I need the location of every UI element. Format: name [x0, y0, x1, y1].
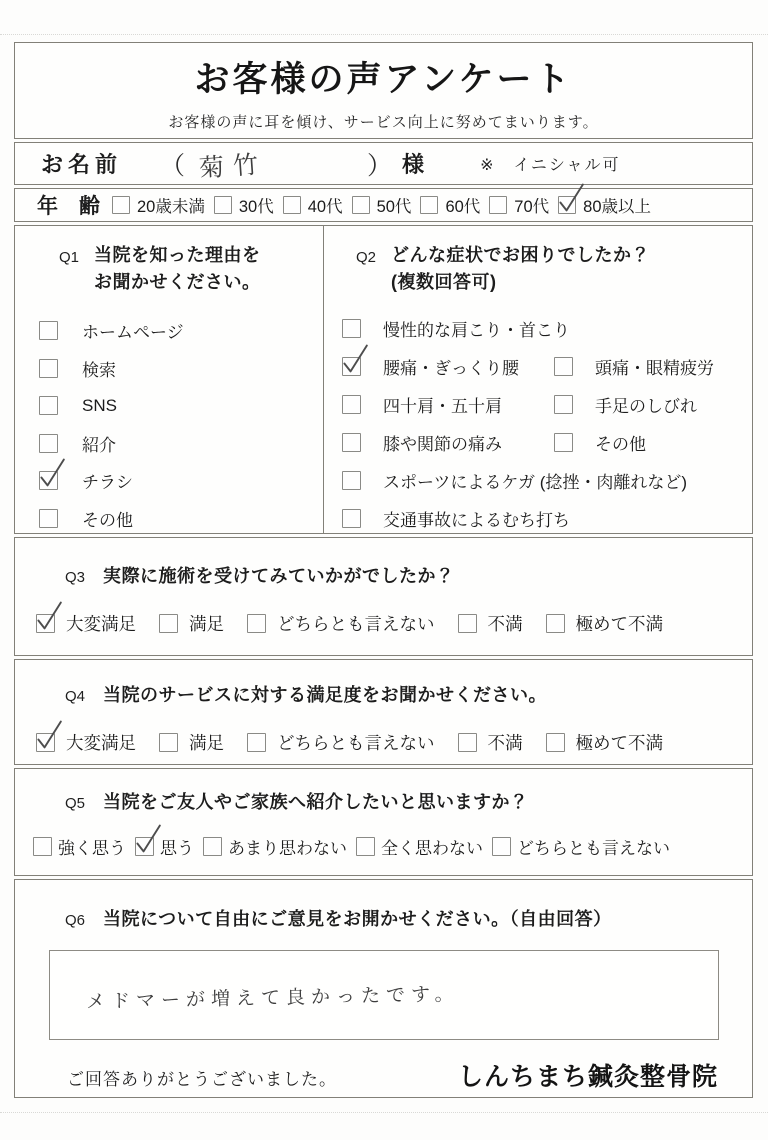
q2-numbness-option[interactable]	[554, 392, 697, 417]
q1-referral-option[interactable]	[15, 425, 323, 463]
q2-sports-injury-option[interactable]	[342, 468, 687, 493]
option-label: 70代	[514, 198, 550, 216]
q1-homepage-checkbox[interactable]	[39, 321, 58, 340]
q2-question-line2: (複数回答可)	[391, 272, 497, 292]
option-label: スポーツによるケガ (捻挫・肉離れなど)	[383, 472, 688, 492]
q2-knee-joint-option[interactable]	[342, 430, 502, 455]
q1-homepage-option[interactable]	[15, 312, 323, 350]
q1-sns-checkbox[interactable]	[39, 396, 58, 415]
option-label: その他	[595, 434, 646, 454]
q5-neither-option[interactable]	[492, 834, 670, 859]
q1-search-option[interactable]	[15, 350, 323, 388]
q2-frozen-shoulder-checkbox[interactable]	[342, 395, 361, 414]
option-label: 満足	[189, 733, 224, 753]
option-label: どちらとも言えない	[277, 733, 435, 753]
age-40s-option[interactable]	[283, 193, 343, 217]
q4-neither-option[interactable]	[247, 730, 435, 755]
question-q1	[15, 226, 324, 533]
name-field[interactable]: 菊竹	[198, 149, 268, 183]
initial-ok-note: ※ イニシャル可	[480, 157, 621, 174]
q4-very-dissatisfied-checkbox[interactable]	[546, 733, 565, 752]
age-40s-checkbox[interactable]	[283, 196, 301, 214]
q3-very-satisfied-option[interactable]	[36, 611, 136, 636]
option-label: 交通事故によるむち打ち	[383, 510, 570, 530]
q5-not-really-checkbox[interactable]	[203, 837, 222, 856]
q2-knee-joint-checkbox[interactable]	[342, 433, 361, 452]
q4-very-satisfied-checkbox[interactable]	[36, 733, 55, 752]
q4-question: 当院のサービスに対する満足度をお聞かせください。	[103, 685, 548, 705]
option-label: 膝や関節の痛み	[383, 434, 502, 454]
q2-question	[391, 242, 650, 296]
q1-number: Q1	[59, 249, 80, 266]
check-mark-icon	[557, 189, 584, 216]
q1-options	[15, 312, 323, 537]
q1-question	[94, 242, 261, 296]
q4-very-dissatisfied-option[interactable]	[546, 730, 664, 755]
q1-q2-section	[14, 225, 753, 534]
check-mark-icon	[134, 830, 161, 857]
option-label: 大変満足	[66, 614, 136, 634]
q6-number: Q6	[65, 912, 86, 929]
q2-other-option[interactable]	[554, 430, 646, 455]
q1-flyer-option[interactable]	[15, 462, 323, 500]
check-mark-icon	[38, 464, 65, 491]
option-label: 極めて不満	[575, 614, 663, 634]
question-q6	[14, 879, 753, 1098]
q2-headache-option[interactable]	[554, 354, 714, 379]
q1-referral-checkbox[interactable]	[39, 434, 58, 453]
option-label: 慢性的な肩こり・首こり	[383, 320, 570, 340]
q1-flyer-checkbox[interactable]	[39, 471, 58, 490]
option-label: 強く思う	[58, 839, 126, 858]
option-label: どちらとも言えない	[517, 839, 670, 858]
q3-very-satisfied-checkbox[interactable]	[36, 614, 55, 633]
q3-neither-checkbox[interactable]	[247, 614, 266, 633]
age-70s-option[interactable]	[489, 193, 549, 217]
age-50s-checkbox[interactable]	[352, 196, 370, 214]
age-50s-option[interactable]	[352, 193, 412, 217]
q2-whiplash-option[interactable]	[342, 506, 570, 531]
age-60s-checkbox[interactable]	[420, 196, 438, 214]
age-30s-checkbox[interactable]	[214, 196, 232, 214]
q4-satisfied-checkbox[interactable]	[159, 733, 178, 752]
q1-question-line2: お聞かせください。	[94, 272, 261, 292]
q4-number: Q4	[65, 688, 86, 705]
q5-options	[15, 834, 752, 859]
option-label: 全く思わない	[381, 839, 483, 858]
question-q2	[324, 226, 752, 533]
q2-other-checkbox[interactable]	[554, 433, 573, 452]
q5-think-checkbox[interactable]	[135, 837, 154, 856]
q5-think-option[interactable]	[135, 834, 194, 859]
thanks-message: ご回答ありがとうございました。	[67, 1070, 337, 1089]
q5-strongly-think-option[interactable]	[33, 834, 126, 859]
check-mark-icon	[35, 726, 62, 753]
age-80plus-checkbox[interactable]	[558, 196, 576, 214]
q2-sports-injury-checkbox[interactable]	[342, 471, 361, 490]
q4-satisfied-option[interactable]	[159, 730, 224, 755]
option-label: 不満	[487, 733, 523, 753]
option-label: 腰痛・ぎっくり腰	[383, 358, 519, 378]
q3-satisfied-option[interactable]	[159, 611, 224, 636]
footer	[15, 1057, 752, 1093]
q2-shoulder-neck-option[interactable]	[342, 316, 570, 341]
option-label: 満足	[189, 614, 224, 634]
scan-artifact-line	[0, 1112, 768, 1113]
q1-search-checkbox[interactable]	[39, 359, 58, 378]
q2-numbness-checkbox[interactable]	[554, 395, 573, 414]
q3-number: Q3	[65, 569, 86, 586]
survey-form	[14, 42, 753, 1098]
age-under20-checkbox[interactable]	[112, 196, 130, 214]
option-label: 手足のしびれ	[595, 396, 697, 416]
q4-dissatisfied-checkbox[interactable]	[458, 733, 477, 752]
q2-headache-checkbox[interactable]	[554, 357, 573, 376]
page-title: お客様の声アンケート	[194, 60, 573, 99]
q2-question-line1: どんな症状でお困りでしたか？	[391, 245, 651, 265]
option-label: 40代	[307, 198, 343, 216]
option-label: ホームページ	[82, 323, 184, 343]
question-q4	[14, 659, 753, 765]
age-80plus-option[interactable]	[558, 193, 651, 217]
name-label: お名前	[41, 152, 123, 177]
check-mark-icon	[341, 350, 368, 377]
age-30s-option[interactable]	[214, 193, 274, 217]
option-label: 80歳以上	[583, 198, 652, 216]
option-label: 検索	[82, 360, 116, 380]
option-label: どちらとも言えない	[277, 614, 435, 634]
option-label: 四十肩・五十肩	[383, 396, 502, 416]
option-label: チラシ	[82, 473, 133, 493]
q5-not-really-option[interactable]	[203, 834, 347, 859]
option-label: 20歳未満	[137, 198, 205, 216]
q5-strongly-think-checkbox[interactable]	[33, 837, 52, 856]
q3-very-dissatisfied-checkbox[interactable]	[546, 614, 565, 633]
q5-number: Q5	[65, 795, 86, 812]
check-mark-icon	[35, 607, 62, 634]
q3-very-dissatisfied-option[interactable]	[546, 611, 664, 636]
option-label: 不満	[487, 614, 523, 634]
q6-question: 当院について自由にご意見をお開かせください。（自由回答）	[103, 909, 612, 929]
option-label: SNS	[82, 395, 117, 415]
q1-other-option[interactable]	[15, 500, 323, 538]
option-label: 極めて不満	[575, 733, 663, 753]
clinic-name: しんちまち鍼灸整骨院	[457, 1063, 718, 1091]
q2-options	[324, 309, 752, 537]
q5-question: 当院をご友人やご家族へ紹介したいと思いますか？	[103, 792, 529, 812]
option-label: 30代	[238, 198, 274, 216]
age-row	[14, 188, 753, 222]
q3-dissatisfied-checkbox[interactable]	[458, 614, 477, 633]
q1-other-checkbox[interactable]	[39, 509, 58, 528]
q3-question: 実際に施術を受けてみていかがでしたか？	[103, 566, 455, 586]
q4-very-satisfied-option[interactable]	[36, 730, 136, 755]
q2-backpain-checkbox[interactable]	[342, 357, 361, 376]
q5-not-at-all-checkbox[interactable]	[356, 837, 375, 856]
free-comment-text: メドマーが増えて良かったです。	[85, 984, 460, 1013]
free-comment-box[interactable]	[49, 950, 719, 1040]
q3-satisfied-checkbox[interactable]	[159, 614, 178, 633]
age-label: 年 齢	[37, 195, 100, 218]
q4-options	[15, 730, 752, 755]
option-label: 60代	[445, 198, 481, 216]
age-60s-option[interactable]	[420, 193, 480, 217]
q2-shoulder-neck-checkbox[interactable]	[342, 319, 361, 338]
q1-question-line1: 当院を知った理由を	[94, 245, 261, 265]
q4-dissatisfied-option[interactable]	[458, 730, 523, 755]
honorific-label: 様	[402, 152, 427, 177]
q2-backpain-option[interactable]	[342, 354, 519, 379]
option-label: あまり思わない	[228, 839, 347, 858]
q2-number: Q2	[356, 249, 377, 266]
question-q5	[14, 768, 753, 876]
q2-whiplash-checkbox[interactable]	[342, 509, 361, 528]
close-paren: ）	[367, 151, 393, 180]
q2-frozen-shoulder-option[interactable]	[342, 392, 502, 417]
age-70s-checkbox[interactable]	[489, 196, 507, 214]
option-label: その他	[82, 510, 133, 530]
open-paren: （	[160, 151, 186, 180]
q3-neither-option[interactable]	[247, 611, 435, 636]
q5-not-at-all-option[interactable]	[356, 834, 483, 859]
option-label: 頭痛・眼精疲労	[595, 358, 714, 378]
q4-neither-checkbox[interactable]	[247, 733, 266, 752]
title-section	[14, 42, 753, 139]
page-subtitle: お客様の声に耳を傾け、サービス向上に努めてまいります。	[168, 114, 599, 131]
name-row	[14, 142, 753, 185]
option-label: 大変満足	[66, 733, 136, 753]
q3-options	[15, 611, 752, 636]
option-label: 50代	[376, 198, 412, 216]
option-label: 紹介	[82, 435, 116, 455]
option-label: 思う	[160, 839, 194, 858]
age-under20-option[interactable]	[112, 193, 205, 217]
q3-dissatisfied-option[interactable]	[458, 611, 523, 636]
q1-sns-option[interactable]	[15, 387, 323, 425]
q5-neither-checkbox[interactable]	[492, 837, 511, 856]
question-q3	[14, 537, 753, 656]
scan-artifact-line	[0, 34, 768, 35]
